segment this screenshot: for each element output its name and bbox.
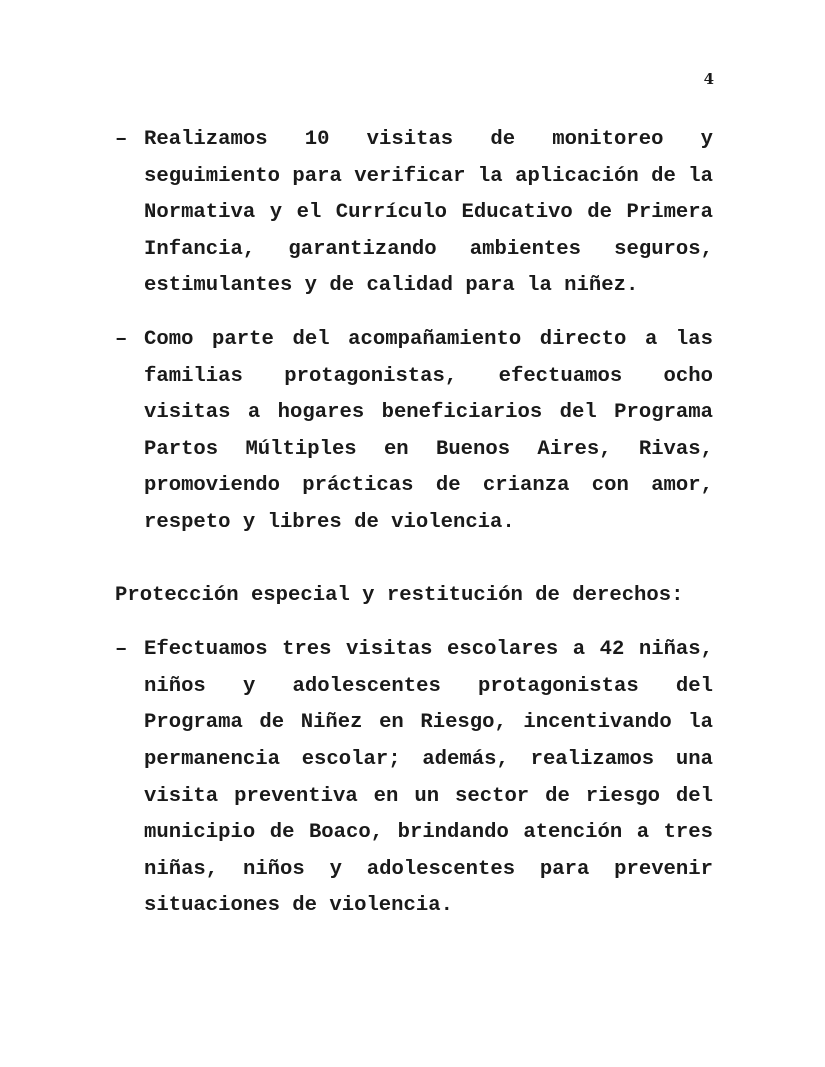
bullet-dash: – <box>115 128 128 151</box>
bullet-dash: – <box>115 638 128 662</box>
list-item-text: Efectuamos tres visitas escolares a 42 niñas, niños y adolescentes protagonistas del Programa de Niñez en Riesgo, incentivando la permanencia escolar; además, realizamos una visita preventiva en un sector de riesgo del municipio de Boaco, brindando atención a tres niñas, niños y adolescentes para prevenir situaciones de violencia. <box>144 638 713 918</box>
document-body <box>115 122 713 942</box>
activities-list <box>115 122 713 542</box>
section-heading: Protección especial y restitución de derechos: <box>115 583 684 607</box>
list-item <box>115 122 713 305</box>
bullet-dash: – <box>115 327 128 351</box>
protection-list <box>115 632 713 925</box>
list-item-text: Como parte del acompañamiento directo a las familias protagonistas, efectuamos ocho visitas a hogares beneficiarios del Programa Partos Múltiples en Buenos Aires, Rivas, promoviendo prácticas de crianza con amor, respeto y libres de violencia. <box>144 327 713 534</box>
page-number: 4 <box>703 70 714 88</box>
list-item <box>115 322 713 542</box>
list-item <box>115 632 713 925</box>
list-item-text: Realizamos 10 visitas de monitoreo y seguimiento para verificar la aplicación de la Normativa y el Currículo Educativo de Primera Infancia, garantizando ambientes seguros, estimulantes y de calidad para la niñez. <box>144 128 713 298</box>
